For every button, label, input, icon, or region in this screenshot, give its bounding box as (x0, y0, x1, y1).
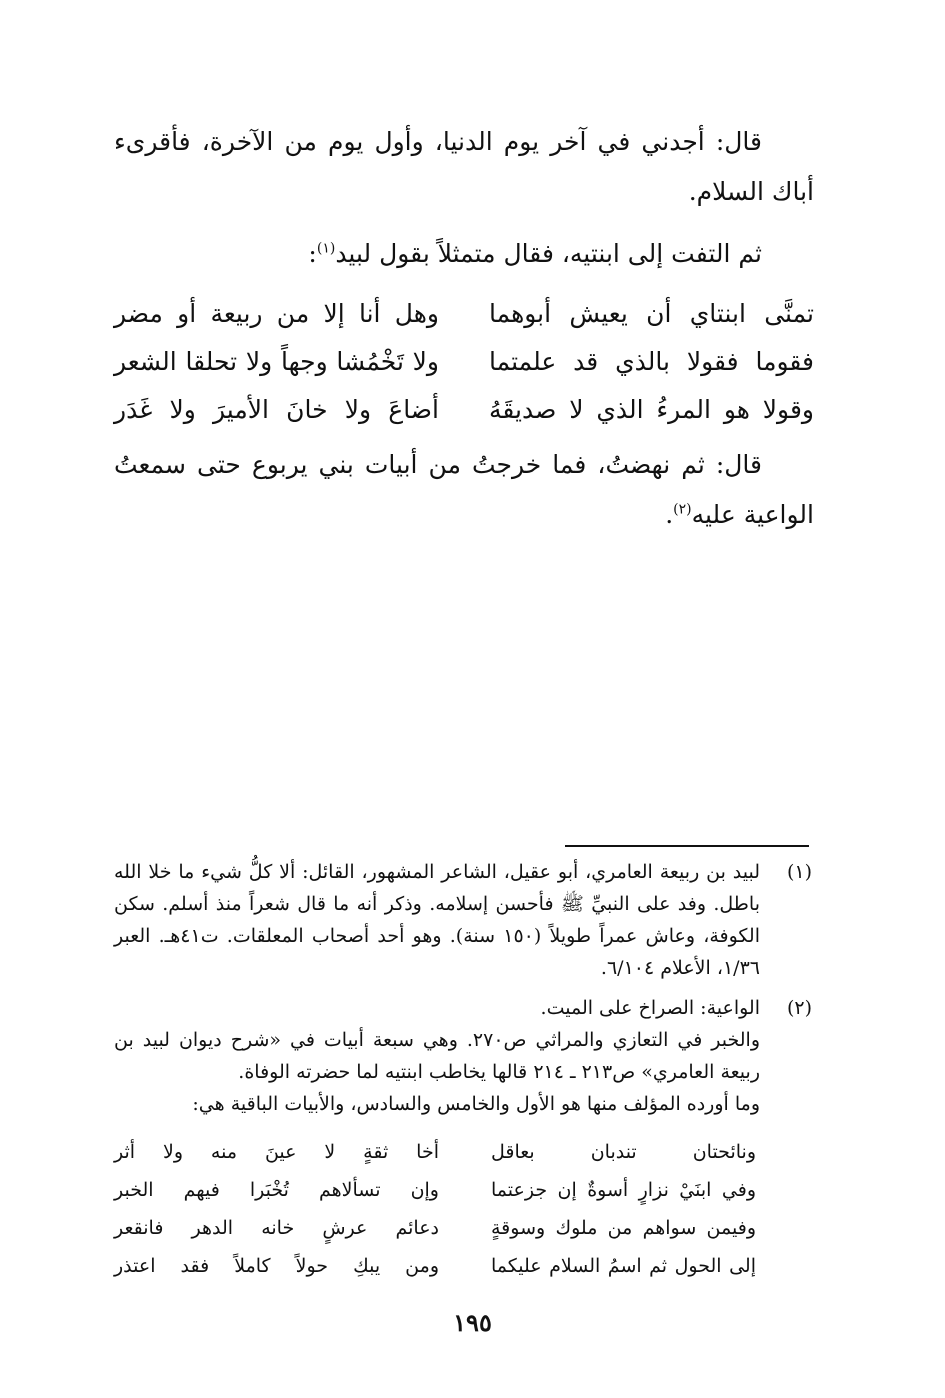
footnote-verse-3-second-hemistich: دعائم عرشٍ خانه الدهر فانقعر (114, 1217, 439, 1239)
verse-1 (114, 289, 814, 337)
footnote-ref-2: (٢) (673, 501, 692, 518)
verse-2 (114, 337, 814, 385)
footnote-separator (565, 845, 809, 847)
footnote-verse-4-first-hemistich: إلى الحول ثم اسمُ السلام عليكما (491, 1255, 756, 1277)
paragraph-2 (114, 229, 814, 279)
footnote-2-number: (٢) (786, 997, 812, 1019)
footnote-verse-2-first-hemistich: وفي ابنَيْ نزارٍ أسوةٌ إن جزعتما (491, 1179, 756, 1201)
verse-2-first-hemistich: فقوما فقولا بالذي قد علمتما (489, 346, 814, 376)
verse-1-first-hemistich: تمنَّى ابنتاي أن يعيش أبوهما (489, 298, 814, 328)
footnote-verse-4-second-hemistich: ومن يبكِ حولاً كاملاً فقد اعتذر (114, 1255, 439, 1277)
footnote-verse-1 (114, 1133, 756, 1171)
footnote-verse-2-second-hemistich: وإن تسألاهم تُخْبَرا فيهم الخبر (114, 1179, 439, 1201)
footnote-2-line-3: وما أورده المؤلف منها هو الأول والخامس والسادس، والأبيات الباقية هي: (192, 1093, 760, 1115)
footnote-2-line-1: الواعية: الصراخ على الميت. (540, 997, 760, 1019)
footnote-2-line-2: والخبر في التعازي والمراثي ص٢٧٠. وهي سبعة أبيات في «شرح ديوان لبيد بن ربيعة العامري» ص٢١٣ ـ ٢١٤ قالها يخاطب ابنتيه لما حضرته الوفاة. (114, 1029, 760, 1083)
footnote-verse-1-second-hemistich: أخا ثقةٍ لا عينَ منه ولا أثر (114, 1141, 439, 1163)
footnote-verse-4 (114, 1247, 756, 1285)
footnote-ref-1: (١) (316, 240, 336, 257)
paragraph-3-text: قال: ثم نهضتُ، فما خرجتُ من أبيات بني يربوع حتى سمعتُ الواعية عليه (114, 450, 814, 529)
paragraph-1 (114, 117, 814, 217)
verse-3-first-hemistich: وقولا هو المرءُ الذي لا صديقَهُ (489, 394, 814, 424)
footnote-2 (114, 992, 812, 1120)
footnote-verse-3 (114, 1209, 756, 1247)
paragraph-2-end: : (308, 239, 317, 268)
paragraph-2-text: ثم التفت إلى ابنتيه، فقال متمثلاً بقول لبيد (335, 239, 762, 268)
footnote-verse-1-first-hemistich: ونائحتان تندبان بعاقل (491, 1141, 756, 1163)
page-number: ١٩٥ (453, 1308, 492, 1337)
footnote-1 (114, 856, 812, 984)
paragraph-1-text: قال: أجدني في آخر يوم الدنيا، وأول يوم من الآخرة، فأقرىء أباك السلام. (114, 127, 814, 206)
paragraph-3 (114, 440, 814, 540)
footnote-verse-2 (114, 1171, 756, 1209)
verse-2-second-hemistich: ولا تَخْمُشا وجهاً ولا تحلقا الشعر (114, 346, 439, 376)
paragraph-3-end: . (665, 500, 674, 529)
footnote-1-text: لبيد بن ربيعة العامري، أبو عقيل، الشاعر المشهور، القائل: ألا كلُّ شيء ما خلا الله باطل. وفد على النبيِّ ﷺ فأحسن إسلامه. وذكر أنه ما قال شعراً منذ أسلم. سكن الكوفة، وعاش عمراً طويلاً (١٥٠ سنة). وهو أحد أصحاب المعلقات. ت٤١هـ. العبر ١/٣٦، الأعلام ٦/١٠٤. (114, 861, 760, 979)
verse-3 (114, 385, 814, 433)
footnote-verse-3-first-hemistich: وفيمن سواهم من ملوك وسوقةٍ (491, 1217, 756, 1239)
verse-3-second-hemistich: أضاعَ ولا خانَ الأميرَ ولا غَدَر (114, 394, 439, 424)
footnote-1-number: (١) (786, 861, 812, 883)
verse-1-second-hemistich: وهل أنا إلا من ربيعة أو مضر (114, 298, 439, 328)
